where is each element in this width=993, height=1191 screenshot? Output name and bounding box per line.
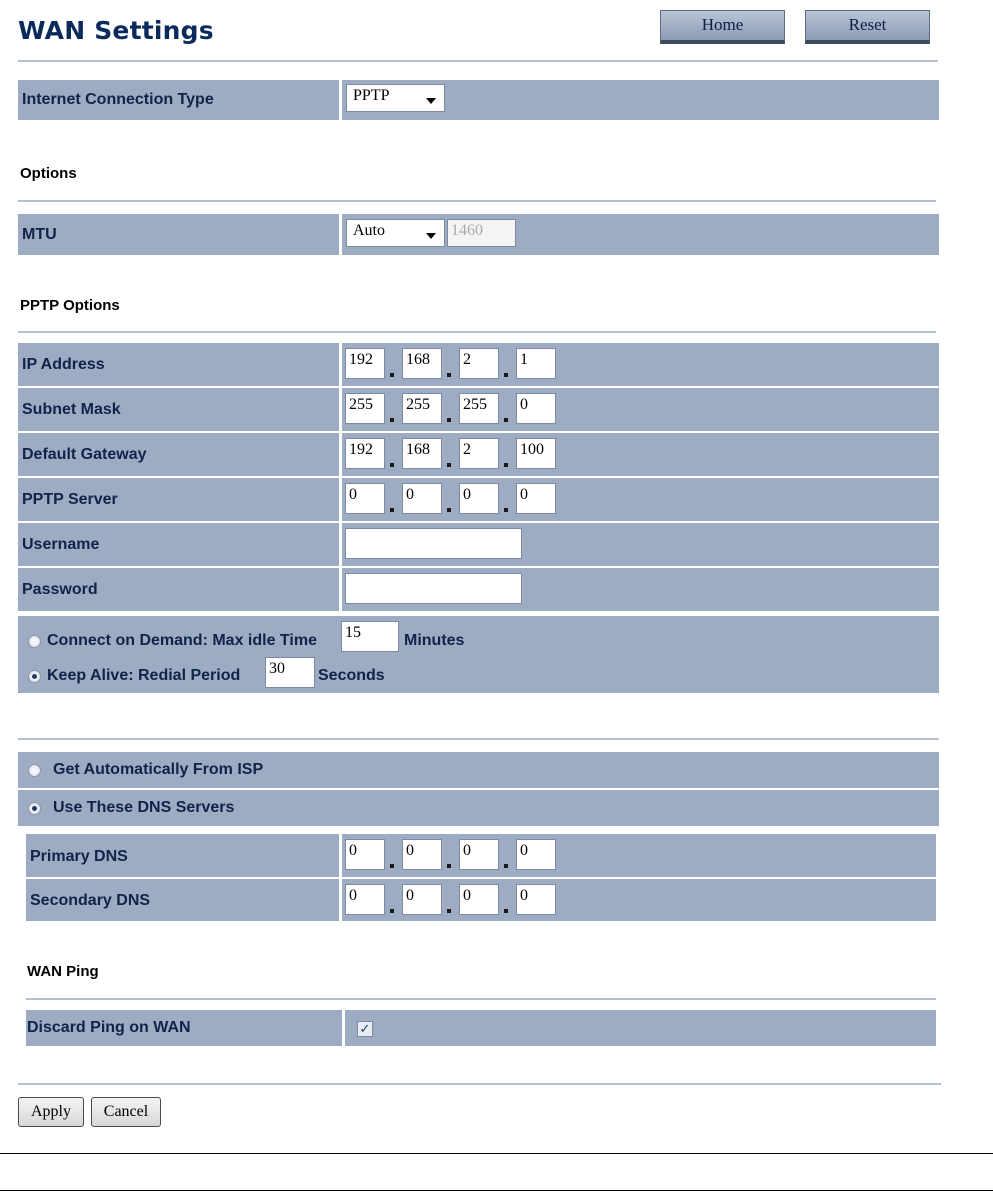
column-divider — [339, 343, 342, 386]
column-divider — [339, 834, 342, 877]
server-octet-1[interactable]: 0 — [345, 483, 385, 514]
octet-separator — [390, 418, 394, 422]
octet-separator — [390, 909, 394, 913]
checkmark-icon: ✓ — [359, 1021, 371, 1036]
server-octet-2[interactable]: 0 — [402, 483, 442, 514]
discard-ping-checkbox[interactable] — [357, 1021, 373, 1037]
max-idle-time-input[interactable]: 15 — [341, 621, 399, 652]
column-divider — [339, 80, 342, 120]
pptp-divider — [18, 331, 936, 333]
primary-dns-label: Primary DNS — [30, 848, 128, 865]
reset-button[interactable]: Reset — [805, 10, 930, 44]
octet-separator — [390, 864, 394, 868]
title-divider — [18, 60, 938, 62]
octet-separator — [390, 508, 394, 512]
connection-type-row — [18, 80, 939, 120]
gateway-octet-1[interactable]: 192 — [345, 438, 385, 469]
discard-ping-row — [26, 1010, 936, 1046]
ip-address-label: IP Address — [22, 356, 105, 373]
chevron-down-icon — [426, 98, 436, 104]
dns-manual-radio[interactable] — [28, 802, 41, 815]
chevron-down-icon — [426, 233, 436, 239]
primary-dns-octet-2[interactable]: 0 — [402, 839, 442, 870]
connection-type-label: Internet Connection Type — [22, 91, 214, 108]
password-label: Password — [22, 581, 98, 598]
octet-separator — [504, 909, 508, 913]
dns-auto-row — [18, 752, 939, 788]
dns-divider — [18, 738, 939, 740]
keep-alive-radio[interactable] — [28, 670, 41, 683]
mask-octet-3[interactable]: 255 — [459, 393, 499, 424]
octet-separator — [504, 373, 508, 377]
footer-divider — [18, 1083, 941, 1085]
default-gateway-row — [18, 433, 939, 476]
gateway-octet-4[interactable]: 100 — [516, 438, 556, 469]
column-divider — [339, 214, 342, 255]
dns-manual-label: Use These DNS Servers — [53, 799, 235, 816]
column-divider — [339, 478, 342, 521]
options-heading: Options — [20, 165, 77, 182]
column-divider — [342, 1010, 345, 1046]
column-divider — [339, 879, 342, 921]
ip-octet-4[interactable]: 1 — [516, 348, 556, 379]
pptp-options-heading: PPTP Options — [20, 297, 120, 314]
column-divider — [339, 388, 342, 431]
secondary-dns-label: Secondary DNS — [30, 892, 151, 909]
mtu-mode-select[interactable] — [346, 219, 445, 247]
discard-ping-label: Discard Ping on WAN — [27, 1019, 191, 1036]
redial-period-input[interactable]: 30 — [265, 657, 315, 688]
mtu-label: MTU — [22, 226, 57, 243]
server-octet-3[interactable]: 0 — [459, 483, 499, 514]
options-divider — [18, 200, 936, 202]
dns-manual-row — [18, 790, 939, 826]
octet-separator — [390, 373, 394, 377]
connection-type-value: PPTP — [353, 87, 390, 104]
password-row — [18, 568, 939, 611]
wan-ping-divider — [26, 998, 936, 1000]
primary-dns-octet-4[interactable]: 0 — [516, 839, 556, 870]
column-divider — [339, 523, 342, 566]
octet-separator — [390, 463, 394, 467]
minutes-unit: Minutes — [404, 632, 465, 649]
page-title: WAN Settings — [18, 16, 214, 45]
connection-mode-row — [18, 616, 939, 693]
dns-auto-radio[interactable] — [28, 764, 41, 777]
home-button[interactable]: Home — [660, 10, 785, 44]
secondary-dns-row — [26, 879, 936, 921]
connect-on-demand-radio[interactable] — [28, 635, 41, 648]
username-label: Username — [22, 536, 100, 553]
secondary-dns-octet-2[interactable]: 0 — [402, 884, 442, 915]
apply-button[interactable]: Apply — [18, 1097, 84, 1127]
octet-separator — [447, 909, 451, 913]
secondary-dns-octet-4[interactable]: 0 — [516, 884, 556, 915]
username-input[interactable] — [345, 528, 522, 559]
mtu-mode-value: Auto — [353, 222, 385, 239]
pptp-server-label: PPTP Server — [22, 491, 118, 508]
gateway-octet-2[interactable]: 168 — [402, 438, 442, 469]
pptp-server-row — [18, 478, 939, 521]
keep-alive-label: Keep Alive: Redial Period — [47, 667, 241, 684]
secondary-dns-octet-3[interactable]: 0 — [459, 884, 499, 915]
mtu-value-input[interactable]: 1460 — [447, 219, 516, 247]
ip-octet-3[interactable]: 2 — [459, 348, 499, 379]
octet-separator — [504, 463, 508, 467]
dns-auto-label: Get Automatically From ISP — [53, 761, 264, 778]
octet-separator — [447, 463, 451, 467]
cancel-button[interactable]: Cancel — [91, 1097, 161, 1127]
mask-octet-2[interactable]: 255 — [402, 393, 442, 424]
octet-separator — [447, 373, 451, 377]
seconds-unit: Seconds — [318, 667, 385, 684]
secondary-dns-octet-1[interactable]: 0 — [345, 884, 385, 915]
ip-octet-2[interactable]: 168 — [402, 348, 442, 379]
ip-octet-1[interactable]: 192 — [345, 348, 385, 379]
wan-ping-heading: WAN Ping — [27, 963, 99, 980]
octet-separator — [447, 864, 451, 868]
subnet-mask-label: Subnet Mask — [22, 401, 121, 418]
gateway-octet-3[interactable]: 2 — [459, 438, 499, 469]
column-divider — [339, 433, 342, 476]
default-gateway-label: Default Gateway — [22, 446, 147, 463]
octet-separator — [447, 508, 451, 512]
page-rule-top — [0, 1153, 993, 1154]
octet-separator — [504, 864, 508, 868]
primary-dns-octet-1[interactable]: 0 — [345, 839, 385, 870]
server-octet-4[interactable]: 0 — [516, 483, 556, 514]
primary-dns-row — [26, 834, 936, 877]
mask-octet-1[interactable]: 255 — [345, 393, 385, 424]
primary-dns-octet-3[interactable]: 0 — [459, 839, 499, 870]
mtu-row — [18, 214, 939, 255]
octet-separator — [447, 418, 451, 422]
octet-separator — [504, 418, 508, 422]
subnet-mask-row — [18, 388, 939, 431]
connect-on-demand-label: Connect on Demand: Max idle Time — [47, 632, 317, 649]
ip-address-row — [18, 343, 939, 386]
column-divider — [339, 568, 342, 611]
octet-separator — [504, 508, 508, 512]
username-row — [18, 523, 939, 566]
connection-type-select[interactable] — [346, 84, 445, 112]
mask-octet-4[interactable]: 0 — [516, 393, 556, 424]
password-input[interactable] — [345, 573, 522, 604]
